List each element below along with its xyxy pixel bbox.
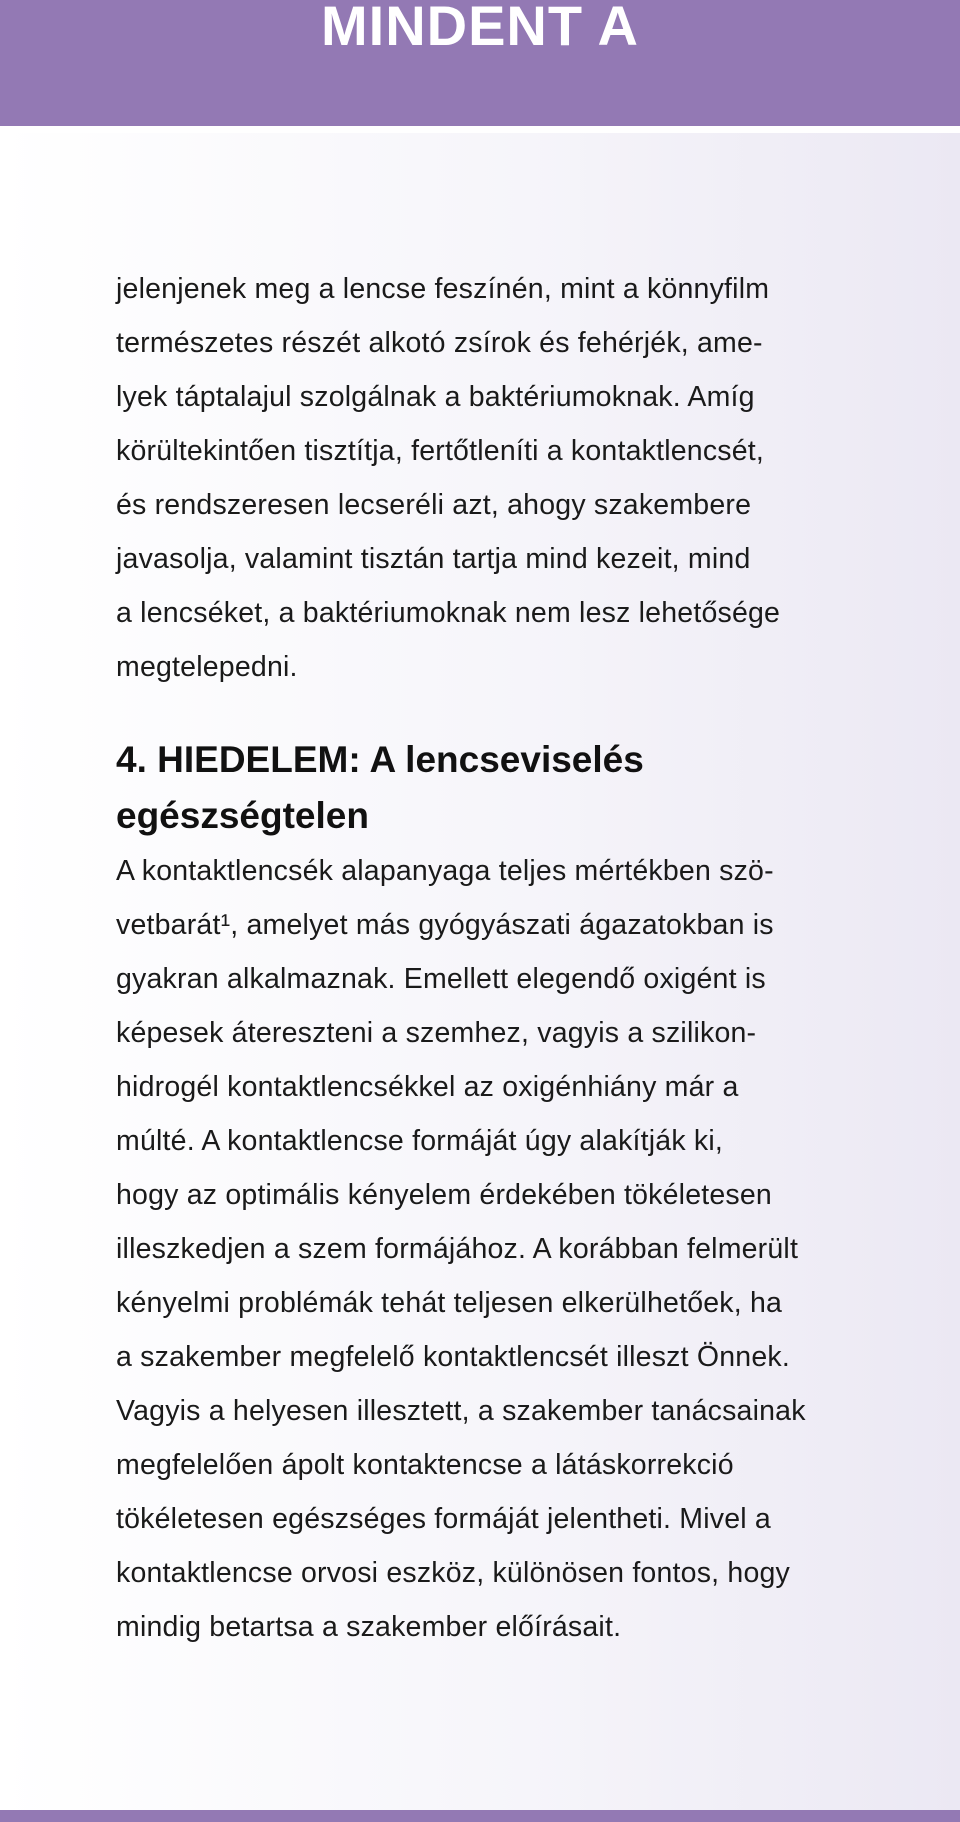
section-paragraph (116, 844, 874, 1654)
paragraph-line: jelenjenek meg a lencse feszínén, mint a könnyfilm (116, 273, 770, 305)
paragraph-line: Vagyis a helyesen illesztett, a szakember tanácsainak (116, 1395, 806, 1427)
heading-line: egészségtelen (116, 795, 369, 836)
heading-line: 4. HIEDELEM: A lencseviselés (116, 739, 644, 780)
paragraph-line: a szakember megfelelő kontaktlencsét illeszt Önnek. (116, 1341, 790, 1373)
paragraph-line: vetbarát¹, amelyet más gyógyászati ágazatokban is (116, 909, 774, 941)
section-heading (116, 732, 874, 844)
paragraph-line: múlté. A kontaktlencse formáját úgy alakítják ki, (116, 1125, 724, 1157)
paragraph-line: kényelmi problémák tehát teljesen elkerülhetőek, ha (116, 1287, 783, 1319)
footer-band (0, 1810, 960, 1822)
article-body (116, 262, 874, 1654)
paragraph-line: képesek átereszteni a szemhez, vagyis a szilikon- (116, 1017, 757, 1049)
page-title: MINDENT A (320, 0, 639, 57)
paragraph-line: kontaktlencse orvosi eszköz, különösen fontos, hogy (116, 1557, 790, 1589)
paragraph-line: mindig betartsa a szakember előírásait. (116, 1611, 622, 1643)
paragraph-line: és rendszeresen lecseréli azt, ahogy szakembere (116, 489, 752, 521)
paragraph-line: lyek táptalajul szolgálnak a baktériumoknak. Amíg (116, 381, 755, 413)
paragraph-line: megfelelően ápolt kontaktencse a látáskorrekció (116, 1449, 734, 1481)
paragraph-line: megtelepedni. (116, 651, 298, 683)
paragraph-line: természetes részét alkotó zsírok és fehérjék, ame- (116, 327, 763, 359)
intro-paragraph (116, 262, 874, 694)
paragraph-line: körültekintően tisztítja, fertőtleníti a kontaktlencsét, (116, 435, 765, 467)
paragraph-line: gyakran alkalmaznak. Emellett elegendő oxigént is (116, 963, 766, 995)
paragraph-line: A kontaktlencsék alapanyaga teljes mértékben szö- (116, 855, 774, 887)
paragraph-line: a lencséket, a baktériumoknak nem lesz lehetősége (116, 597, 781, 629)
paragraph-line: hidrogél kontaktlencsékkel az oxigénhiány már a (116, 1071, 739, 1103)
paragraph-line: tökéletesen egészséges formáját jelentheti. Mivel a (116, 1503, 771, 1535)
paragraph-line: hogy az optimális kényelem érdekében tökéletesen (116, 1179, 772, 1211)
paragraph-line: illeszkedjen a szem formájához. A korábban felmerült (116, 1233, 799, 1265)
header-band (0, 0, 960, 126)
paragraph-line: javasolja, valamint tisztán tartja mind kezeit, mind (116, 543, 751, 575)
header-divider (0, 126, 960, 133)
